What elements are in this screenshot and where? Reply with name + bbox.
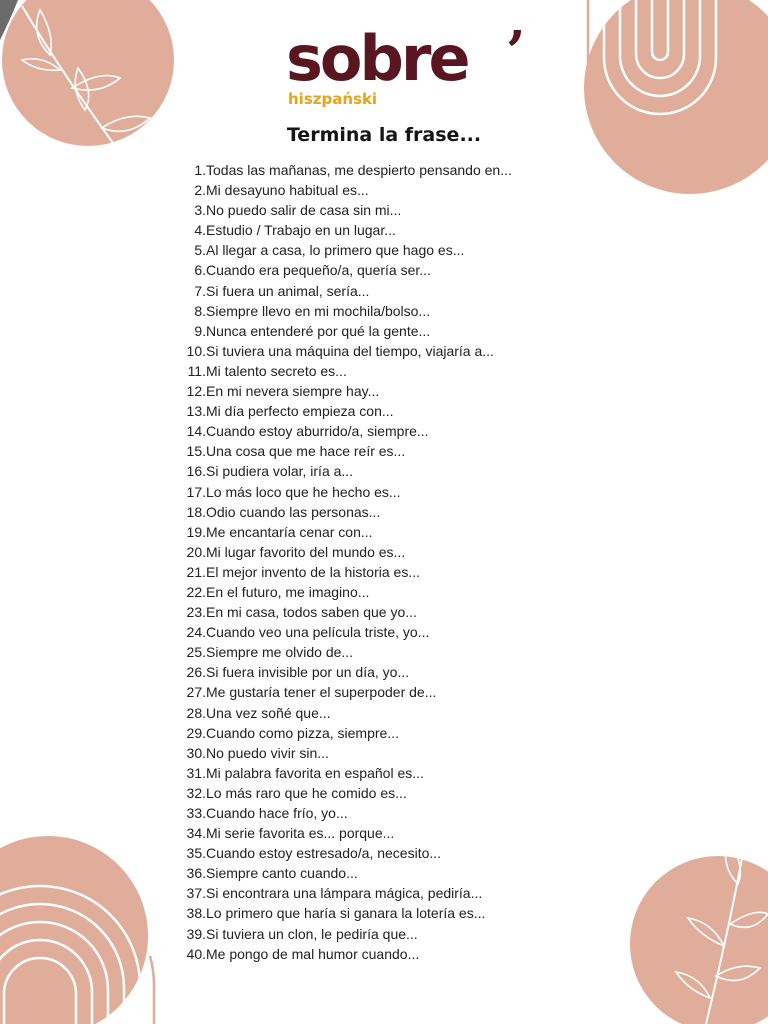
list-item (160, 260, 512, 280)
list-item-text: Odio cuando las personas... (206, 503, 381, 520)
list-item-text: Lo más loco que he hecho es... (206, 483, 401, 500)
list-item-text: Si tuviera una máquina del tiempo, viajaría a... (206, 342, 494, 359)
list-item (160, 743, 512, 763)
list-item-text: Lo primero que haría si ganara la lotería es... (206, 905, 486, 922)
list-item (160, 662, 512, 682)
list-item (160, 723, 512, 743)
list-item-number: 1. (194, 162, 206, 178)
list-item-number: 32. (186, 784, 206, 801)
sentence-list (160, 160, 512, 964)
list-item-number: 28. (186, 704, 206, 721)
list-item (160, 622, 512, 642)
list-item-text: Siempre canto cuando... (206, 865, 358, 882)
list-item-text: Si tuviera un clon, le pediría que... (206, 925, 418, 942)
list-item-text: No puedo salir de casa sin mi... (206, 202, 402, 219)
list-item-text: Cuando era pequeño/a, quería ser... (206, 262, 431, 279)
list-item-number: 37. (186, 885, 206, 902)
list-item (160, 200, 512, 220)
list-item-number: 20. (186, 543, 206, 560)
list-item-text: El mejor invento de la historia es... (206, 563, 420, 580)
list-item-text: Lo más raro que he comido es... (206, 784, 407, 801)
list-item (160, 381, 512, 401)
list-item (160, 783, 512, 803)
page-title: Termina la frase... (286, 124, 482, 146)
list-item (160, 883, 512, 903)
list-item-number: 3. (194, 202, 206, 219)
list-item-number: 2. (194, 182, 206, 199)
list-item-text: Al llegar a casa, lo primero que hago es... (206, 242, 465, 259)
list-item-text: Me pongo de mal humor cuando... (206, 945, 420, 962)
list-item (160, 924, 512, 944)
list-item-text: En mi casa, todos saben que yo... (206, 604, 417, 621)
list-item (160, 281, 512, 301)
list-item-text: Nunca entenderé por qué la gente... (206, 322, 431, 339)
list-item-text: Todas las mañanas, me despierto pensando en... (206, 162, 512, 178)
decor-bottom-right-leaf-icon (628, 826, 768, 1024)
list-item (160, 401, 512, 421)
logo-subtitle: hiszpański (288, 90, 378, 108)
logo-apostrophe: ’ (506, 19, 526, 85)
list-item-number: 39. (186, 925, 206, 942)
list-item-text: Mi serie favorita es... porque... (206, 825, 395, 842)
list-item-number: 7. (194, 282, 206, 299)
list-item-number: 24. (186, 624, 206, 641)
list-item-text: Mi desayuno habitual es... (206, 182, 369, 199)
list-item (160, 763, 512, 783)
list-item (160, 903, 512, 923)
list-item-number: 19. (186, 523, 206, 540)
list-item-text: Estudio / Trabajo en un lugar... (206, 222, 396, 239)
list-item-number: 9. (194, 322, 206, 339)
list-item-text: Cuando hace frío, yo... (206, 805, 348, 821)
list-item-number: 34. (186, 825, 206, 842)
list-item-text: Si fuera invisible por un día, yo... (206, 664, 410, 681)
list-item-text: Siempre llevo en mi mochila/bolso... (206, 302, 431, 319)
list-item (160, 180, 512, 200)
list-item-number: 16. (186, 463, 206, 480)
list-item (160, 482, 512, 502)
list-item (160, 803, 512, 823)
list-item-text: Mi lugar favorito del mundo es... (206, 543, 406, 560)
list-item-number: 6. (194, 262, 206, 279)
list-item-text: Me encantaría cenar con... (206, 523, 373, 540)
list-item-number: 22. (186, 583, 206, 600)
list-item-number: 35. (186, 845, 206, 862)
list-item-text: Siempre me olvido de... (206, 644, 354, 661)
list-item (160, 562, 512, 582)
list-item-number: 11. (187, 362, 206, 379)
list-item-text: Mi día perfecto empieza con... (206, 403, 394, 420)
list-item-number: 18. (186, 503, 206, 520)
list-item-text: Si pudiera volar, iría a... (206, 463, 354, 480)
list-item-number: 36. (186, 865, 206, 882)
list-item (160, 220, 512, 240)
list-item (160, 542, 512, 562)
list-item (160, 502, 512, 522)
list-item (160, 461, 512, 481)
list-item-number: 21. (186, 563, 206, 580)
list-item-text: Si fuera un animal, sería... (206, 282, 370, 299)
list-item-number: 29. (186, 724, 206, 741)
list-item (160, 160, 512, 180)
list-item-number: 5. (194, 242, 206, 259)
list-item (160, 301, 512, 321)
list-item-number: 30. (186, 744, 206, 761)
list-item-number: 8. (194, 302, 206, 319)
list-item-text: No puedo vivir sin... (206, 744, 329, 761)
list-item-text: Una vez soñé que... (206, 704, 331, 721)
list-item (160, 944, 512, 964)
list-item-number: 31. (186, 764, 206, 781)
list-item (160, 321, 512, 341)
list-item (160, 582, 512, 602)
list-item-text: En el futuro, me imagino... (206, 583, 370, 600)
brand-logo (286, 19, 526, 118)
list-item (160, 642, 512, 662)
list-item-number: 14. (186, 423, 206, 440)
list-item (160, 602, 512, 622)
list-item-number: 12. (186, 383, 206, 400)
list-item-number: 17. (186, 483, 206, 500)
list-item-text: Me gustaría tener el superpoder de... (206, 684, 437, 701)
list-item-text: Cuando estoy estresado/a, necesito... (206, 845, 442, 862)
logo-word: sobre (286, 22, 468, 95)
list-item (160, 441, 512, 461)
list-item (160, 703, 512, 723)
list-item-text: Una cosa que me hace reír es... (206, 443, 406, 460)
list-item-text: Mi palabra favorita en español es... (206, 764, 424, 781)
list-item-text: Cuando como pizza, siempre... (206, 724, 399, 741)
decor-bottom-left-arches-icon (0, 836, 170, 1024)
list-item-number: 26. (186, 664, 206, 681)
list-item-number: 25. (186, 644, 206, 661)
list-item-text: Cuando veo una película triste, yo... (206, 624, 430, 641)
list-item-number: 13. (186, 403, 206, 420)
decor-top-right-arches-icon (578, 0, 768, 200)
list-item-text: Si encontrara una lámpara mágica, pediría... (206, 885, 483, 902)
list-item-number: 4. (194, 222, 206, 239)
list-item-number: 27. (186, 684, 206, 701)
list-item-number: 33. (186, 805, 206, 821)
list-item-text: En mi nevera siempre hay... (206, 383, 380, 400)
list-item-text: Cuando estoy aburrido/a, siempre... (206, 423, 429, 440)
list-item-number: 23. (186, 604, 206, 621)
list-item (160, 341, 512, 361)
list-item (160, 421, 512, 441)
list-item-text: Mi talento secreto es... (206, 362, 347, 379)
list-item-number: 10. (186, 342, 206, 359)
list-item (160, 843, 512, 863)
list-item-number: 40. (186, 945, 206, 962)
list-item-number: 15. (186, 443, 206, 460)
list-item-number: 38. (186, 905, 206, 922)
list-item (160, 522, 512, 542)
list-item (160, 240, 512, 260)
list-item (160, 361, 512, 381)
list-item (160, 823, 512, 843)
list-item (160, 682, 512, 702)
list-item (160, 863, 512, 883)
